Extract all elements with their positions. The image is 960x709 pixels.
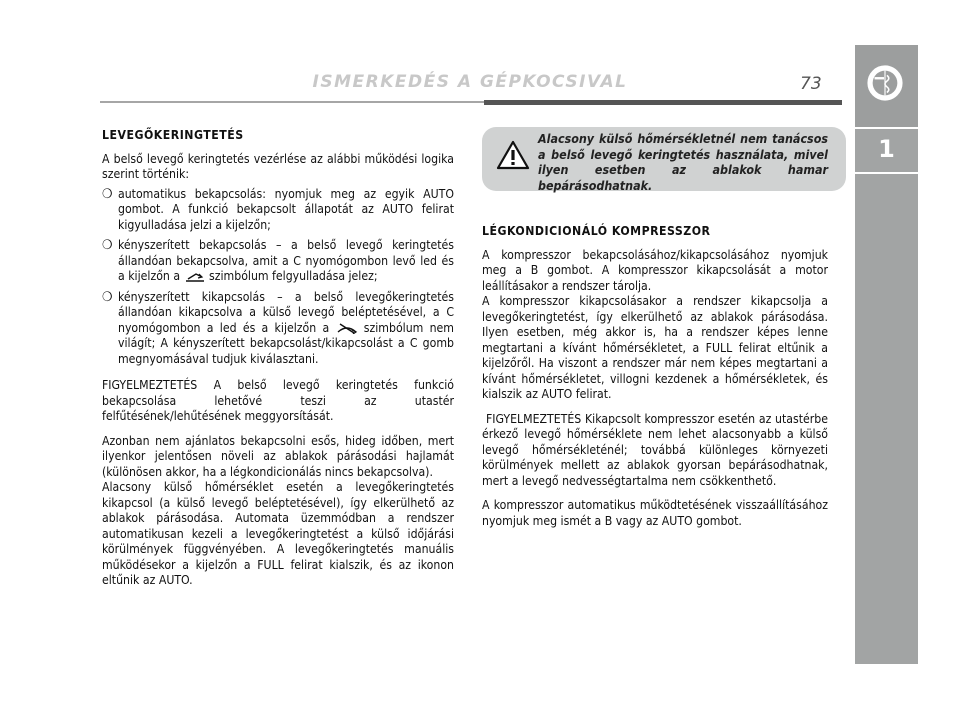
right-column xyxy=(482,224,828,529)
left-column xyxy=(102,128,454,589)
warning-paragraph: FIGYELMEZTETÉS A belső levegő keringtetés funkció bekapcsolása lehetővé teszi az utastér felfűtésének/lehűtésének meggyorsítását. xyxy=(102,378,454,423)
list-item-text: automatikus bekapcsolás: nyomjuk meg az egyik AUTO gombot. A funkció bekapcsolt állapotát az AUTO felirat kigyulladása jelzi a kijelzőn; xyxy=(118,186,454,232)
body-paragraph: A kompresszor bekapcsolásához/kikapcsolásához nyomjuk meg a B gombot. A kompresszor kikapcsolását a motor leállításakor a rendszer tárolja. xyxy=(482,247,828,293)
body-paragraph: A kompresszor kikapcsolásakor a rendszer kikapcsolja a levegőkeringtetést, így elkerülhető az ablakok párásodása. Ilyen esetben, még akkor is, ha a rendszer képes lenne megtartani a kívánt hőmérsékletet, a FULL felirat eltűnik a kijelzőről. Ha viszont a rendszer már nem képes megtartani a kívánt hőmérsékletet, villogni kezdenek a hőmérsékletek, és kialszik az AUTO felirat. xyxy=(482,294,828,401)
page-header-title: ISMERKEDÉS A GÉPKOCSIVAL xyxy=(312,72,628,92)
sidebar-divider xyxy=(855,172,918,174)
body-paragraph: Alacsony külső hőmérséklet esetén a levegőkeringtetés kikapcsol (a külső levegő beléptetésével), így elkerülhető az ablakok párásodása. Automata üzemmódban a rendszer automatikusan kezeli a levegőkeringtetést a külső időjárási körülmények függvényében. A levegőkeringtetés manuális működésekor a kijelzőn a FULL felirat kialszik, és az ikonon eltűnik az AUTO. xyxy=(102,480,454,587)
list-item xyxy=(102,238,454,285)
warning-callout-text: Alacsony külső hőmérsékletnél nem tanácsos a belső levegő keringtetés használata, mivel ilyen esetben az ablakok hamar bepárásodhatnak. xyxy=(538,131,828,193)
header-rule-light xyxy=(100,101,484,103)
list-item-text: kényszerített kikapcsolás – a belső levegőkeringtetés állandóan kikapcsolva a külső levegő beléptetésével, a C nyomógombon a led és a kijelzőn a xyxy=(118,289,454,335)
header-rule-dark xyxy=(484,100,842,105)
recirculation-on-icon xyxy=(184,271,206,283)
chapter-number: 1 xyxy=(878,135,895,163)
mode-list xyxy=(102,187,454,368)
list-item xyxy=(102,187,454,234)
body-paragraph: A kompresszor automatikus működtetésének visszaállításához nyomjuk meg ismét a B vagy az AUTO gombot. xyxy=(482,498,828,528)
recirculation-off-icon xyxy=(336,322,358,334)
bullet-circle-icon: ❍ xyxy=(102,289,113,305)
intro-paragraph: A belső levegő keringtetés vezérlése az alábbi működési logika szerint történik: xyxy=(102,151,454,181)
list-item-text: szimbólum nem világít; A kényszerített bekapcsolást/kikapcsolást a C gomb megnyomásával tudjuk kiválasztani. xyxy=(118,320,454,366)
bullet-circle-icon: ❍ xyxy=(102,238,113,253)
body-paragraph: Azonban nem ajánlatos bekapcsolni esős, hideg időben, mert ilyenkor jelentősen növeli az ablakok párásodási hajlamát (különösen akkor, ha a légkondicionálás nincs bekapcsolva). xyxy=(102,433,454,479)
section-heading-compressor: LÉGKONDICIONÁLÓ KOMPRESSZOR xyxy=(482,224,711,238)
list-item-text: szimbólum felgyulladása jelez; xyxy=(209,269,378,283)
section-heading-recirculation: LEVEGŐKERINGTETÉS xyxy=(102,128,244,142)
sidebar-divider xyxy=(855,127,918,129)
alfa-romeo-logo-icon xyxy=(866,64,904,102)
warning-triangle-icon xyxy=(496,140,530,170)
page-number: 73 xyxy=(800,74,822,94)
list-item-text: kényszerített bekapcsolás – a belső levegő keringtetés állandóan bekapcsolva, amit a C nyomógombon levő led és a kijelzőn a xyxy=(118,238,454,283)
list-item xyxy=(102,290,454,368)
bullet-circle-icon: ❍ xyxy=(102,186,113,202)
warning-paragraph: FIGYELMEZTETÉS Kikapcsolt kompresszor esetén az utastérbe érkező levegő hőmérséklete nem lehet alacsonyabb a külső levegő hőmérsékleténél; továbbá különleges környezeti körülmények mellett az ablakok gyorsan bepárásodhatnak, mert a levegő nedvességtartalma nem csökkenthető. xyxy=(482,411,828,488)
